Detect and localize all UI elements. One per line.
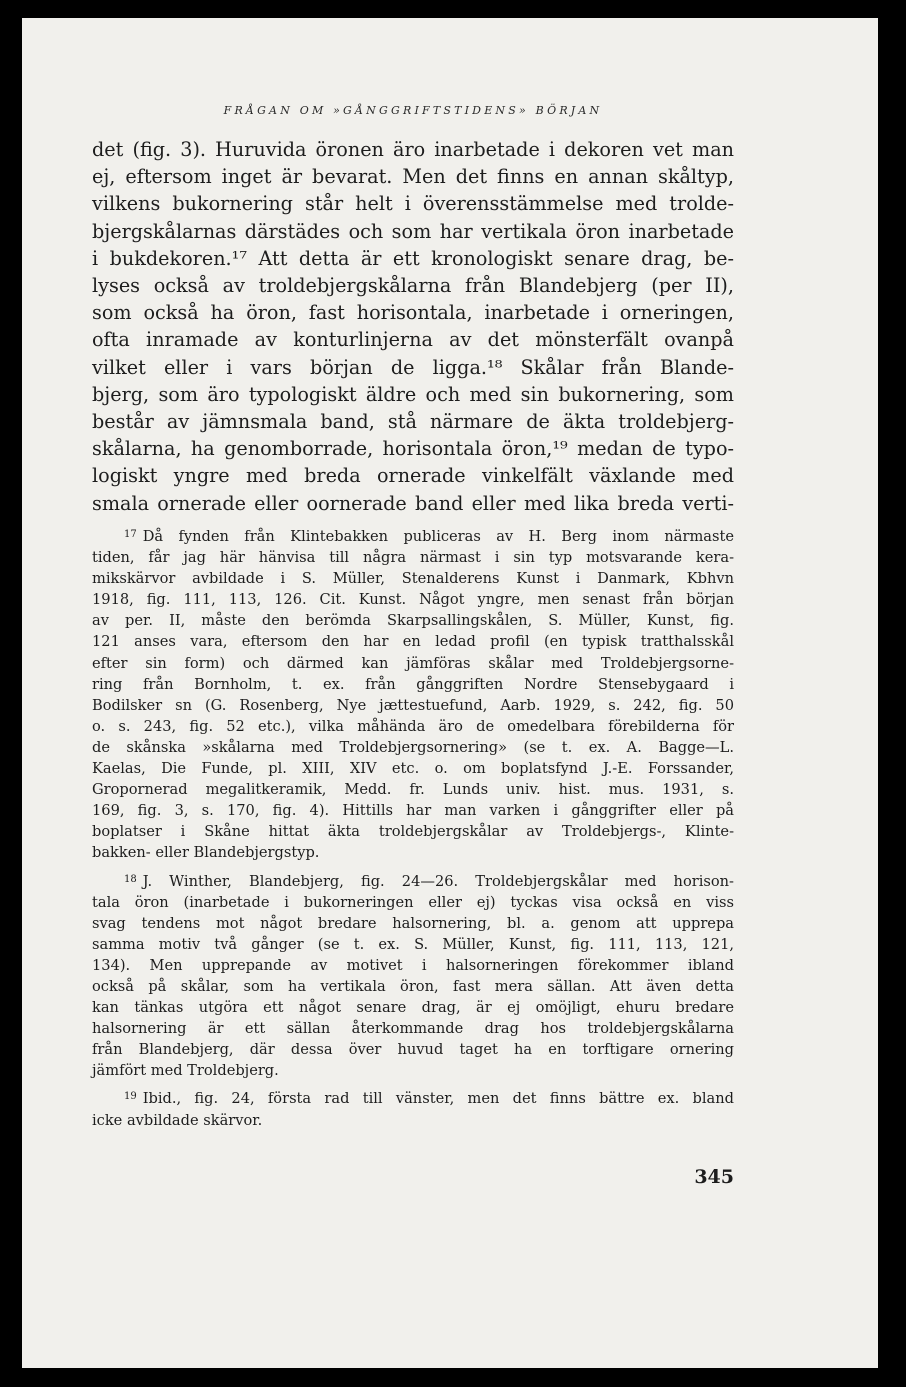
running-head: FRÅGAN OM »GÅNGGRIFTSTIDENS» BÖRJAN bbox=[223, 104, 603, 117]
main-line: skålarna, ha genomborrade, horisontala öron,¹⁹ medan de typo- bbox=[92, 437, 734, 461]
main-line: ej, eftersom inget är bevarat. Men det finns en annan skåltyp, bbox=[92, 165, 734, 189]
footnote-line: tiden, får jag här hänvisa till några närmast i sin typ motsvarande kera- bbox=[92, 549, 734, 567]
footnote-19 bbox=[92, 1088, 734, 1130]
footnote-line: ring från Bornholm, t. ex. från gånggriften Nordre Stensebygaard i bbox=[92, 675, 734, 693]
document-page bbox=[22, 18, 878, 1368]
footnote-line: 169, fig. 3, s. 170, fig. 4). Hittills har man varken i gånggrifter eller på bbox=[92, 802, 734, 820]
footnote-line: också på skålar, som ha vertikala öron, fast mera sällan. Att även detta bbox=[92, 977, 734, 995]
page-number: 345 bbox=[694, 1166, 734, 1188]
footnote-number: 18 bbox=[124, 873, 137, 885]
footnote-line: halsornering är ett sällan återkommande drag hos troldebjergskålarna bbox=[92, 1020, 734, 1038]
footnote-line: 121 anses vara, eftersom den har en ledad profil (en typisk tratthalsskål bbox=[92, 633, 734, 651]
footnote-line: Bodilsker sn (G. Rosenberg, Nye jættestuefund, Aarb. 1929, s. 242, fig. 50 bbox=[92, 696, 734, 714]
main-line: smala ornerade eller oornerade band eller med lika breda verti- bbox=[92, 491, 734, 515]
main-line: logiskt yngre med breda ornerade vinkelfält växlande med bbox=[92, 464, 734, 488]
footnote-line: från Blandebjerg, där dessa över huvud taget ha en torftigare ornering bbox=[92, 1041, 734, 1059]
footnote-line: 1918, fig. 111, 113, 126. Cit. Kunst. Något yngre, men senast från början bbox=[92, 591, 734, 609]
main-text bbox=[92, 136, 734, 517]
footnote-line: Gropornerad megalitkeramik, Medd. fr. Lunds univ. hist. mus. 1931, s. bbox=[92, 781, 734, 799]
footnote-line: samma motiv två gånger (se t. ex. S. Müller, Kunst, fig. 111, 113, 121, bbox=[92, 935, 734, 953]
footnote-line bbox=[92, 1088, 734, 1109]
footnote-line: 134). Men upprepande av motivet i halsorneringen förekommer ibland bbox=[92, 956, 734, 974]
main-line: vilket eller i vars början de ligga.¹⁸ Skålar från Blande- bbox=[92, 355, 734, 379]
footnote-text: Då fynden från Klintebakken publiceras av H. Berg inom närmaste bbox=[142, 528, 734, 545]
footnote-17 bbox=[92, 526, 734, 864]
footnote-line: boplatser i Skåne hittat äkta troldebjergskålar av Troldebjergs-, Klinte- bbox=[92, 823, 734, 841]
footnote-line: icke avbildade skärvor. bbox=[92, 1111, 263, 1129]
footnote-line: jämfört med Troldebjerg. bbox=[92, 1062, 279, 1080]
footnote-line: o. s. 243, fig. 52 etc.), vilka måhända äro de omedelbara förebilderna för bbox=[92, 717, 734, 735]
footnote-line: mikskärvor avbildade i S. Müller, Stenalderens Kunst i Danmark, Kbhvn bbox=[92, 570, 734, 588]
main-line: vilkens bukornering står helt i överensstämmelse med trolde- bbox=[92, 192, 734, 216]
footnote-18 bbox=[92, 871, 734, 1082]
footnote-line: av per. II, måste den berömda Skarpsallingskålen, S. Müller, Kunst, fig. bbox=[92, 612, 734, 630]
footnote-line: de skånska »skålarna med Troldebjergsornering» (se t. ex. A. Bagge—L. bbox=[92, 738, 734, 756]
main-line: som också ha öron, fast horisontala, inarbetade i orneringen, bbox=[92, 301, 734, 325]
footnote-line: svag tendens mot något bredare halsornering, bl. a. genom att upprepa bbox=[92, 914, 734, 932]
main-line: lyses också av troldebjergskålarna från Blandebjerg (per II), bbox=[92, 274, 734, 298]
main-line: ofta inramade av konturlinjerna av det mönsterfält ovanpå bbox=[92, 328, 734, 352]
footnote-text: Ibid., fig. 24, första rad till vänster, men det finns bättre ex. bland bbox=[142, 1090, 734, 1108]
footnote-line: tala öron (inarbetade i bukorneringen eller ej) tyckas visa också en viss bbox=[92, 893, 734, 911]
main-line: det (fig. 3). Huruvida öronen äro inarbetade i dekoren vet man bbox=[92, 138, 734, 161]
footnote-line bbox=[92, 871, 734, 892]
footnote-line: Kaelas, Die Funde, pl. XIII, XIV etc. o. om boplatsfynd J.-E. Forssander, bbox=[92, 760, 734, 778]
footnote-text: J. Winther, Blandebjerg, fig. 24—26. Troldebjergskålar med horison- bbox=[142, 872, 734, 890]
footnote-line: efter sin form) och därmed kan jämföras skålar med Troldebjergsorne- bbox=[92, 654, 734, 672]
main-line: bjergskålarnas därstädes och som har vertikala öron inarbetade bbox=[92, 219, 734, 243]
footnote-number: 17 bbox=[124, 529, 137, 540]
footnotes bbox=[92, 526, 734, 1138]
footnote-line: kan tänkas utgöra ett något senare drag, är ej omöjligt, ehuru bredare bbox=[92, 999, 734, 1017]
main-line: består av jämnsmala band, stå närmare de äkta troldebjerg- bbox=[92, 410, 734, 434]
footnote-line bbox=[92, 526, 734, 547]
footnote-number: 19 bbox=[124, 1091, 137, 1103]
main-line: i bukdekoren.¹⁷ Att detta är ett kronologiskt senare drag, be- bbox=[92, 246, 734, 270]
footnote-line: bakken- eller Blandebjergstyp. bbox=[92, 844, 320, 862]
main-line: bjerg, som äro typologiskt äldre och med sin bukornering, som bbox=[92, 382, 734, 406]
